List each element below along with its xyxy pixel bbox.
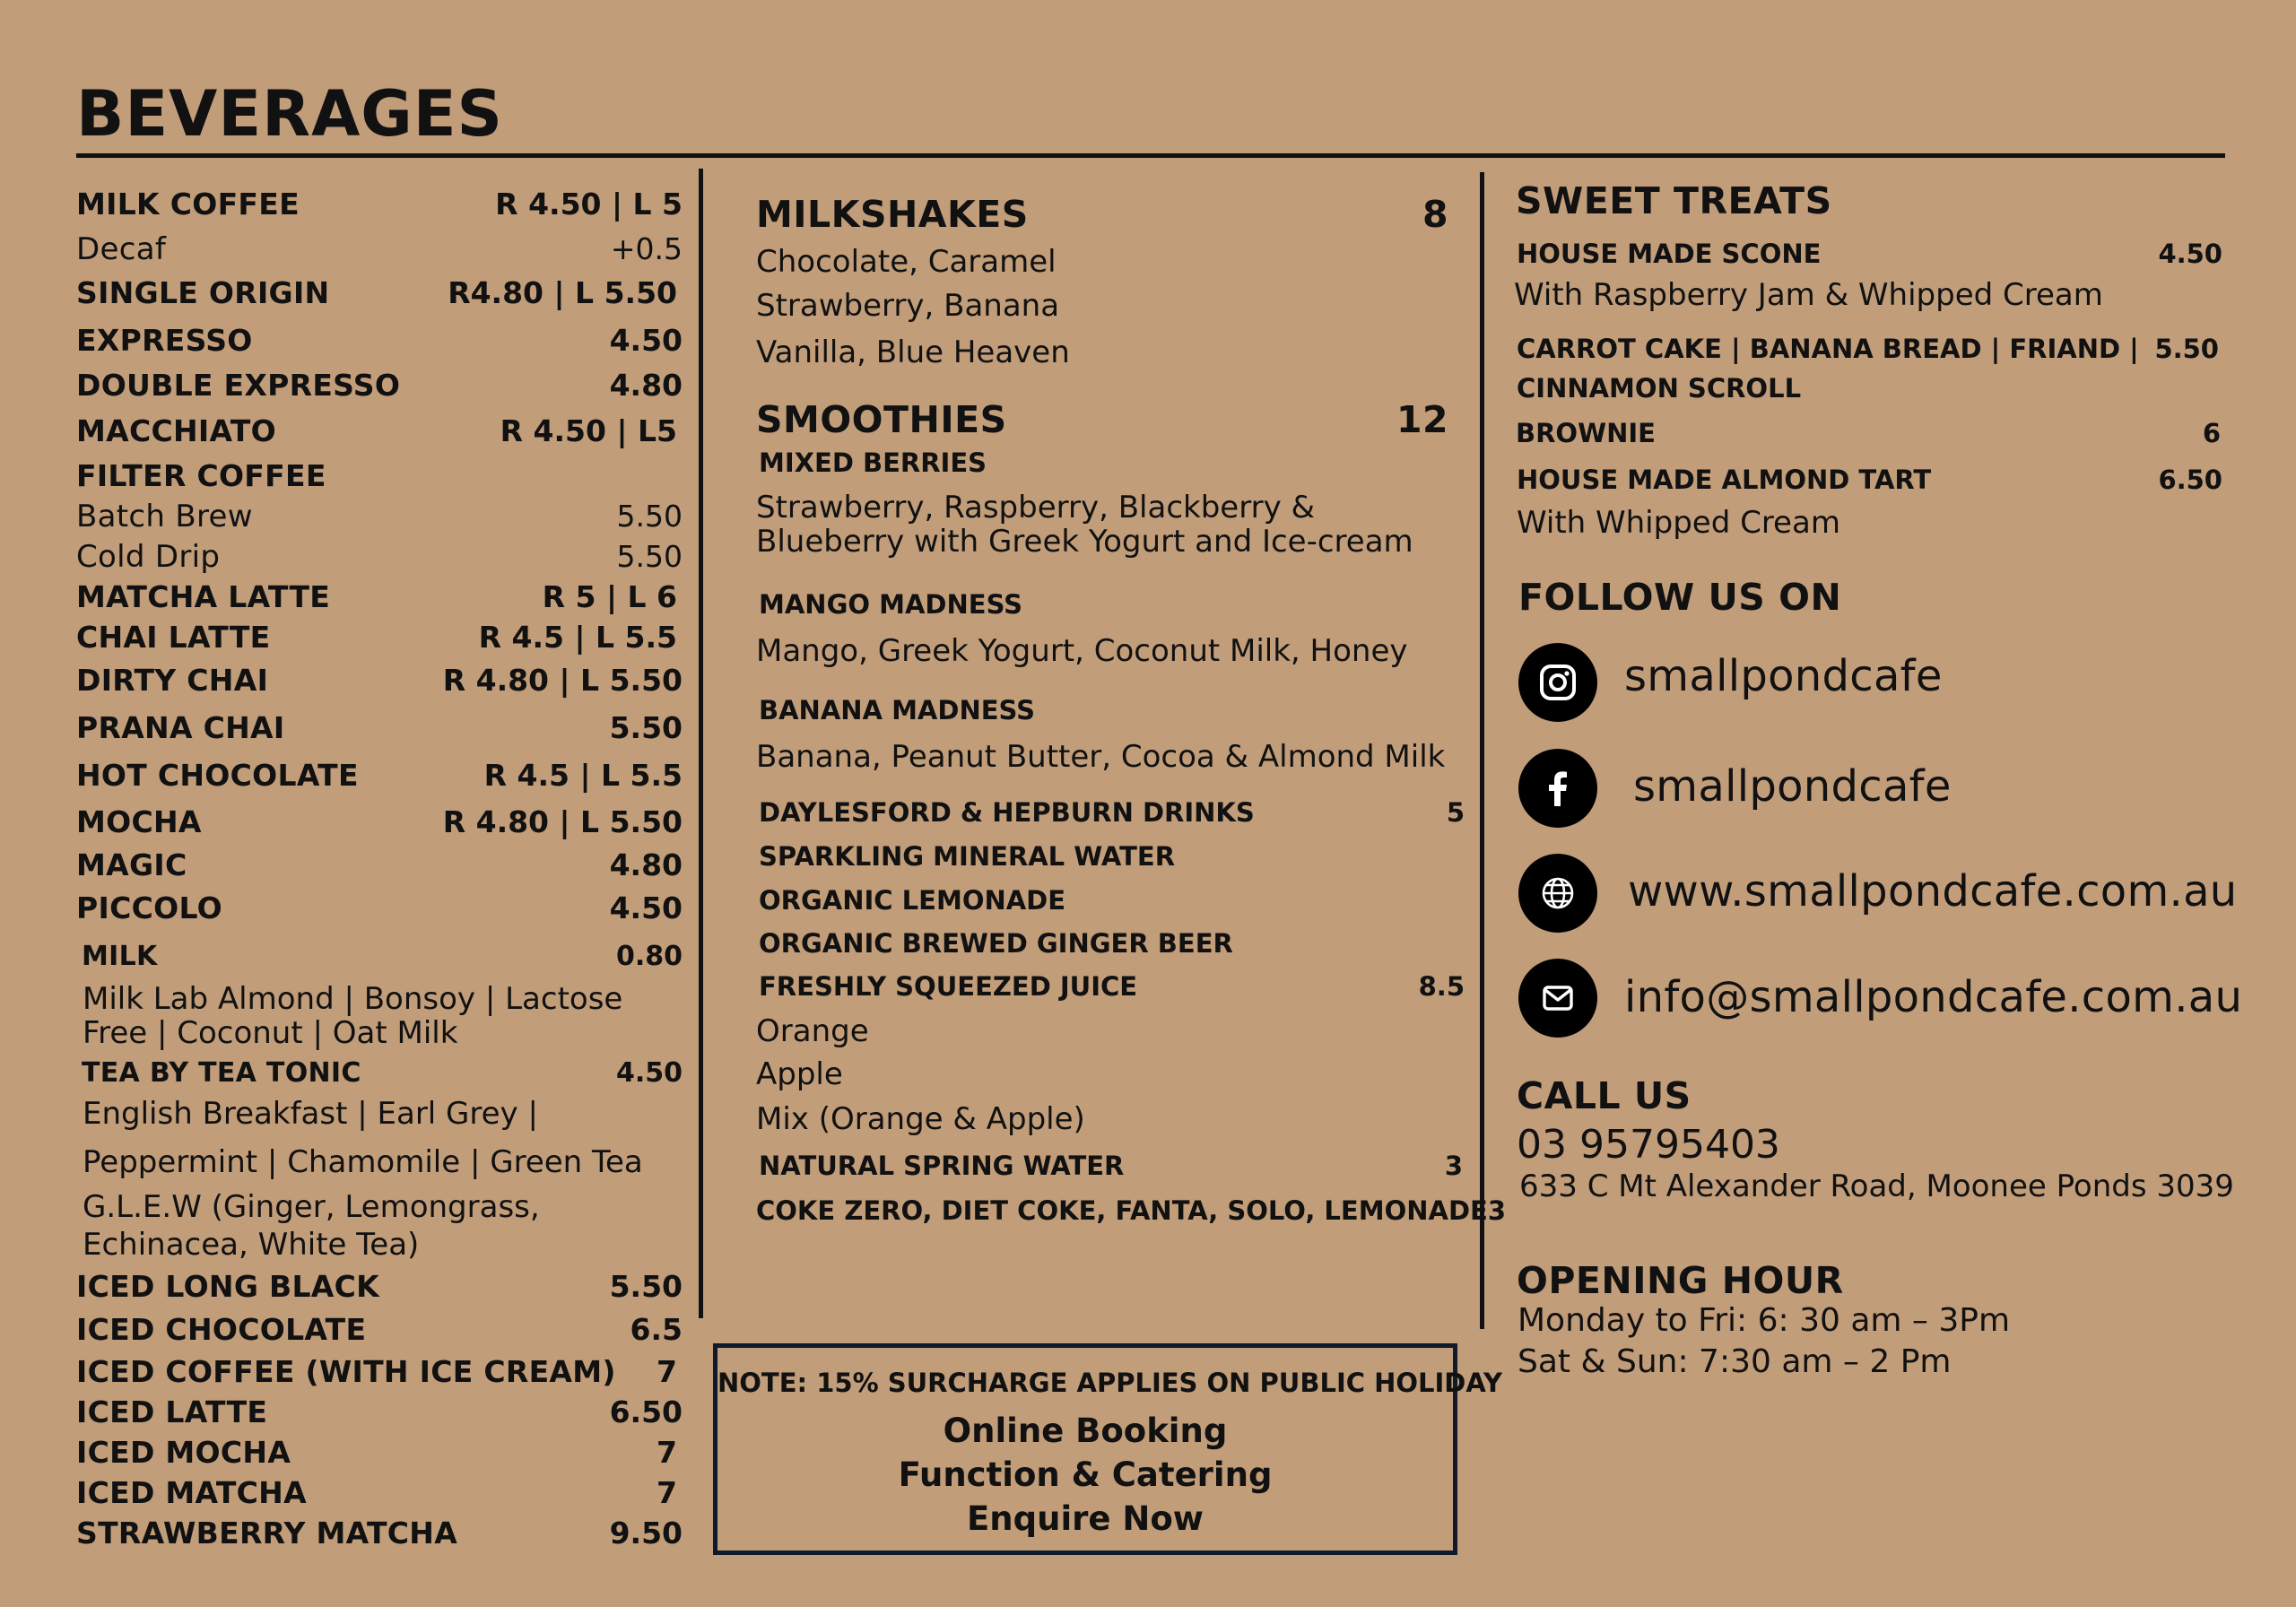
menu-item: [756, 1151, 1465, 1195]
item-name: ICED COFFEE (WITH ICE CREAM): [76, 1354, 616, 1389]
item-price: 9.50: [609, 1516, 683, 1551]
mixed-berries-desc: Strawberry, Raspberry, Blackberry & Blueberry with Greek Yogurt and Ice-cream: [756, 490, 1413, 560]
menu-item: [76, 187, 683, 231]
menu-item: [76, 663, 683, 710]
item-name: Cold Drip: [76, 539, 221, 575]
mixed-berries-title: MIXED BERRIES: [759, 447, 987, 478]
menu-item: [76, 847, 683, 890]
menu-item: [76, 275, 683, 323]
section-title: SMOOTHIES: [756, 398, 1007, 441]
item-name: Batch Brew: [76, 499, 253, 534]
menu-item: [1514, 418, 2222, 465]
milkshake-flavours: Chocolate, Caramel: [756, 244, 1057, 280]
milkshakes-header: [756, 193, 1465, 245]
item-name: DIRTY CHAI: [76, 663, 269, 698]
page-title: BEVERAGES: [76, 77, 503, 151]
item-price: R 4.50 | L5: [500, 413, 677, 448]
scone-desc: With Raspberry Jam & Whipped Cream: [1514, 277, 2103, 313]
item-price: 6.50: [609, 1394, 683, 1429]
facebook-row: [1518, 735, 2222, 841]
phone-number[interactable]: 03 95795403: [1517, 1122, 1780, 1168]
menu-item: [76, 499, 683, 539]
juice-option: Apple: [756, 1056, 843, 1092]
column-divider-2: [1480, 172, 1484, 1329]
section-title: MILKSHAKES: [756, 193, 1029, 236]
address: 633 C Mt Alexander Road, Moonee Ponds 3039: [1519, 1168, 2234, 1204]
item-name: MILK: [82, 941, 158, 972]
menu-item: [1514, 239, 2222, 278]
item-price: 5.50: [616, 499, 683, 534]
item-name: FRESHLY SQUEEZED JUICE: [759, 971, 1138, 1002]
item-price: 6: [2202, 418, 2221, 448]
globe-icon[interactable]: [1518, 854, 1597, 933]
tart-desc: With Whipped Cream: [1517, 505, 1840, 541]
cakes-name-cont: CINNAMON SCROLL: [1517, 373, 1802, 404]
menu-item: ORGANIC LEMONADE: [759, 885, 1066, 916]
item-name: HOT CHOCOLATE: [76, 758, 359, 793]
enquire-now-link[interactable]: Enquire Now: [967, 1499, 1204, 1538]
menu-item: [76, 620, 683, 663]
item-name: MAGIC: [76, 847, 187, 882]
mango-madness-desc: Mango, Greek Yogurt, Coconut Milk, Honey: [756, 633, 1408, 669]
item-name: PICCOLO: [76, 890, 222, 925]
menu-item: [76, 458, 683, 499]
hours-weekend: Sat & Sun: 7:30 am – 2 Pm: [1518, 1343, 1952, 1380]
column-divider-1: [699, 169, 703, 1318]
email-row: [1518, 945, 2243, 1051]
menu-item: [756, 1195, 1507, 1238]
section-price: 12: [1396, 398, 1448, 441]
item-price: 4.50: [615, 1057, 683, 1089]
treats-column: [1514, 179, 2243, 1386]
menu-item: [76, 1516, 683, 1556]
item-price: 4.50: [609, 890, 683, 925]
item-price: 5.50: [616, 539, 683, 574]
menu-item: [76, 231, 683, 275]
menu-item: [76, 1312, 683, 1354]
item-price: 5: [1446, 797, 1465, 828]
item-price: 7: [657, 1435, 677, 1470]
item-name: TEA BY TEA TONIC: [82, 1057, 361, 1089]
menu-item: [76, 1394, 683, 1435]
section-title: FOLLOW US ON: [1518, 576, 1842, 619]
item-price: 6.50: [2158, 465, 2222, 495]
item-name: DOUBLE EXPRESSO: [76, 368, 401, 403]
menu-item: [76, 323, 683, 368]
facebook-icon[interactable]: [1518, 749, 1597, 828]
call-us-header: [1514, 1074, 2222, 1123]
menu-item: [76, 890, 683, 941]
item-name: ICED LONG BLACK: [76, 1269, 380, 1304]
item-price: R 5 | L 6: [542, 579, 677, 614]
email-link[interactable]: info@smallpondcafe.com.au: [1624, 972, 2243, 1022]
item-name: FILTER COFFEE: [76, 458, 326, 493]
tea-options: Peppermint | Chamomile | Green Tea: [83, 1144, 643, 1180]
opening-hours-header: [1514, 1259, 2222, 1304]
tea-options: English Breakfast | Earl Grey |: [83, 1096, 538, 1132]
item-name: CHAI LATTE: [76, 620, 271, 655]
mango-madness-title: MANGO MADNESS: [759, 589, 1023, 620]
banana-madness-title: BANANA MADNESS: [759, 695, 1035, 725]
menu-item: [756, 971, 1465, 1014]
instagram-row: [1518, 630, 2222, 735]
item-price: R 4.50 | L 5: [495, 187, 683, 222]
item-price: R 4.5 | L 5.5: [483, 758, 683, 793]
menu-item: [1514, 334, 2222, 373]
item-name: ICED MATCHA: [76, 1475, 307, 1510]
item-name: DAYLESFORD & HEPBURN DRINKS: [759, 797, 1255, 828]
sweet-treats-header: [1514, 179, 2222, 239]
coffee-column: [76, 187, 683, 1556]
item-name: Decaf: [76, 231, 167, 267]
item-price: 7: [657, 1475, 677, 1510]
menu-item: [756, 797, 1465, 841]
website-row: [1518, 841, 2238, 945]
item-name: NATURAL SPRING WATER: [759, 1151, 1125, 1181]
milkshake-flavours: Strawberry, Banana: [756, 288, 1060, 324]
item-price: 8.5: [1418, 971, 1465, 1002]
menu-item: [76, 1475, 683, 1516]
menu-item: [76, 413, 683, 458]
menu-item: [76, 941, 683, 982]
menu-item: [76, 1354, 683, 1394]
item-price: 4.50: [609, 323, 683, 358]
item-name: SINGLE ORIGIN: [76, 275, 330, 310]
section-price: 8: [1422, 193, 1448, 236]
item-price: 5.50: [2154, 334, 2219, 364]
title-divider: [76, 153, 2225, 158]
item-price: R4.80 | L 5.50: [448, 275, 677, 310]
menu-item: [76, 1057, 683, 1097]
surcharge-note-box: [713, 1343, 1503, 1555]
menu-item: [76, 1269, 683, 1312]
mail-icon[interactable]: [1518, 959, 1597, 1038]
menu-item: SPARKLING MINERAL WATER: [759, 841, 1176, 872]
item-name: EXPRESSO: [76, 323, 253, 358]
item-price: 4.80: [609, 368, 683, 403]
item-price: 5.50: [609, 710, 683, 745]
milkshake-flavours: Vanilla, Blue Heaven: [756, 334, 1070, 370]
section-title: CALL US: [1517, 1074, 1692, 1117]
hours-weekday: Monday to Fri: 6: 30 am – 3Pm: [1518, 1302, 2011, 1339]
online-booking-link[interactable]: Online Booking: [943, 1412, 1228, 1450]
item-price: R 4.80 | L 5.50: [442, 804, 683, 839]
menu-item: ORGANIC BREWED GINGER BEER: [759, 928, 1233, 959]
item-price: R 4.5 | L 5.5: [478, 620, 677, 655]
item-price: 4.50: [2158, 239, 2222, 269]
juice-option: Mix (Orange & Apple): [756, 1101, 1085, 1137]
menu-item: [1514, 465, 2222, 506]
menu-item: [76, 539, 683, 579]
item-price: 3: [1487, 1195, 1507, 1226]
facebook-handle[interactable]: smallpondcafe: [1633, 761, 1952, 812]
shakes-column: [756, 193, 1507, 1238]
item-name: HOUSE MADE ALMOND TART: [1517, 465, 1932, 495]
tea-options: G.L.E.W (Ginger, Lemongrass, Echinacea, White Tea): [83, 1189, 540, 1263]
item-name: HOUSE MADE SCONE: [1517, 239, 1822, 269]
menu-item: [76, 1435, 683, 1475]
item-price: +0.5: [610, 231, 683, 266]
menu-item: [76, 368, 683, 413]
item-price: 5.50: [609, 1269, 683, 1304]
juice-option: Orange: [756, 1013, 869, 1049]
surcharge-note: NOTE: 15% SURCHARGE APPLIES ON PUBLIC HOLIDAY: [718, 1368, 1503, 1398]
item-name: ICED CHOCOLATE: [76, 1312, 367, 1347]
item-name: STRAWBERRY MATCHA: [76, 1516, 458, 1551]
menu-item: [76, 579, 683, 620]
item-name: MATCHA LATTE: [76, 579, 331, 614]
item-price: 0.80: [615, 941, 683, 972]
section-title: SWEET TREATS: [1516, 179, 1832, 222]
menu-item: [76, 804, 683, 847]
instagram-icon[interactable]: [1518, 643, 1597, 722]
item-name: MOCHA: [76, 804, 202, 839]
item-price: 6.5: [630, 1312, 683, 1347]
milk-options: Milk Lab Almond | Bonsoy | Lactose Free | Coconut | Oat Milk: [83, 981, 623, 1051]
item-price: 3: [1444, 1151, 1463, 1181]
website-link[interactable]: www.smallpondcafe.com.au: [1628, 866, 2238, 916]
item-name: BROWNIE: [1516, 418, 1656, 448]
item-name: ICED MOCHA: [76, 1435, 291, 1470]
banana-madness-desc: Banana, Peanut Butter, Cocoa & Almond Milk: [756, 739, 1446, 775]
menu-item: [76, 758, 683, 804]
item-name: COKE ZERO, DIET COKE, FANTA, SOLO, LEMONADE: [756, 1195, 1488, 1226]
item-name: CARROT CAKE | BANANA BREAD | FRIAND |: [1517, 334, 2139, 364]
smoothies-header: [756, 398, 1465, 447]
follow-header: [1514, 576, 2222, 630]
item-name: ICED LATTE: [76, 1394, 268, 1429]
item-name: PRANA CHAI: [76, 710, 285, 745]
menu-item: [76, 710, 683, 758]
item-price: R 4.80 | L 5.50: [442, 663, 683, 698]
item-name: MACCHIATO: [76, 413, 276, 448]
item-price: 7: [657, 1354, 677, 1389]
instagram-handle[interactable]: smallpondcafe: [1624, 651, 1943, 701]
item-name: MILK COFFEE: [76, 187, 300, 222]
function-catering-link[interactable]: Function & Catering: [898, 1455, 1273, 1494]
section-title: OPENING HOUR: [1517, 1259, 1844, 1302]
item-price: 4.80: [609, 847, 683, 882]
